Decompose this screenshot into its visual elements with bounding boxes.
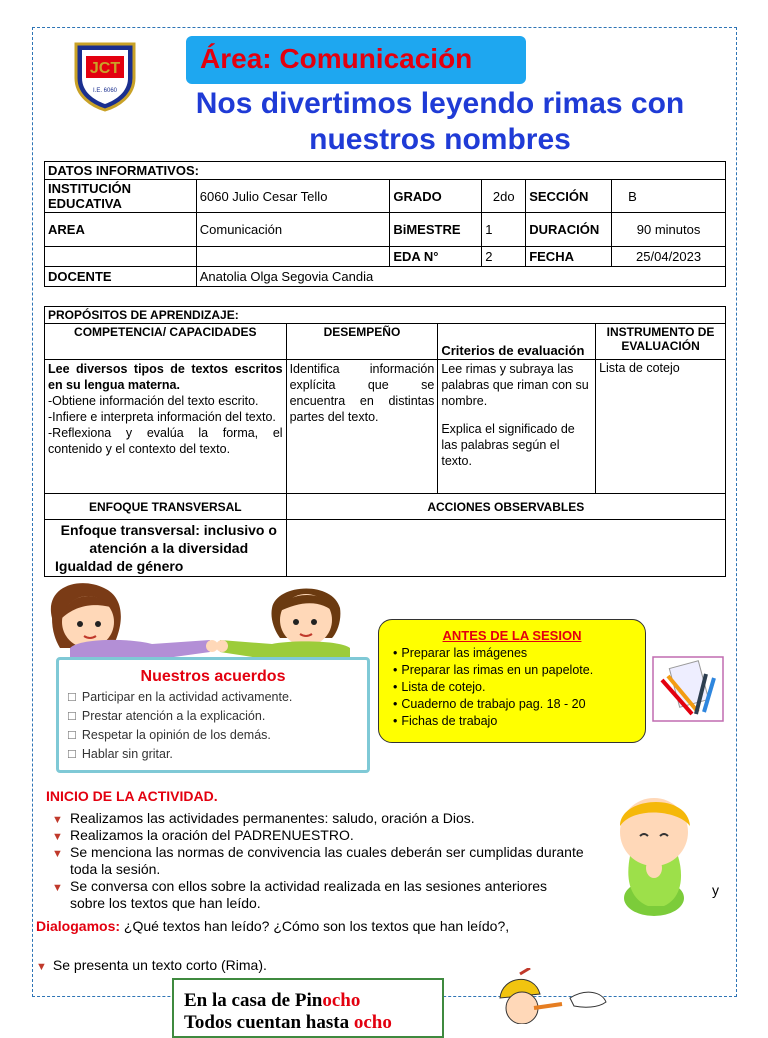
school-logo <box>72 40 138 112</box>
teacher-label: DOCENTE <box>45 267 197 287</box>
purposes-table <box>44 306 726 577</box>
before-session-list <box>389 645 635 730</box>
agreements-list <box>59 688 367 764</box>
arrow-down-icon: ▼ <box>52 814 63 826</box>
transversal-cell <box>45 520 287 577</box>
empty-cell <box>45 247 197 267</box>
agreement-item: ☐ Respetar la opinión de los demás. <box>67 726 367 745</box>
step-item <box>52 844 612 878</box>
col-criteria: Criterios de evaluación <box>438 324 596 360</box>
rhyme-text: En la casa de Pin <box>184 990 323 1011</box>
eda-value: 2 <box>482 247 526 267</box>
rhyme-word: ocho <box>353 1012 392 1033</box>
title-line-1: Nos divertimos leyendo rimas con <box>195 87 685 120</box>
step-item <box>36 957 267 973</box>
rhyme-line <box>184 1012 442 1034</box>
grade-label: GRADO <box>390 180 482 213</box>
date-label: FECHA <box>526 247 612 267</box>
grade-value: 2do <box>482 180 526 213</box>
section-label: SECCIÓN <box>526 180 612 213</box>
competence-item: -Reflexiona y evalúa la forma, el contenido y el contexto del texto. <box>48 426 283 456</box>
info-table <box>44 161 726 287</box>
rhyme-box <box>172 978 444 1038</box>
col-performance: DESEMPEÑO <box>286 324 438 360</box>
performance-cell: Identifica información explícita que se encuentra en distintas partes del texto. <box>286 360 438 494</box>
criteria-cell <box>438 360 596 494</box>
before-session-item: • Preparar las rimas en un papelote. <box>403 662 635 679</box>
criteria-item: Explica el significado de las palabras según el texto. <box>441 422 575 468</box>
bimester-value: 1 <box>482 213 526 247</box>
before-session-item: • Preparar las imágenes <box>403 645 635 662</box>
praying-child-image <box>604 786 700 920</box>
transversal-item: Enfoque transversal: inclusivo o atención a la diversidad <box>60 522 277 556</box>
duration-value: 90 minutos <box>612 213 726 247</box>
step-item <box>52 827 612 844</box>
actions-cell <box>286 520 725 577</box>
school-supplies-image <box>652 656 724 722</box>
rhyme-line <box>184 990 442 1012</box>
pinocchio-image <box>490 968 610 1024</box>
start-steps <box>52 810 612 912</box>
step-text: Se conversa con ellos sobre la actividad realizada en las sesiones anteriores <box>70 878 548 894</box>
bimester-label: BiMESTRE <box>390 213 482 247</box>
dialog-text: ¿Qué textos han leído? ¿Cómo son los textos que han leído?, <box>120 918 510 934</box>
institution-label: INSTITUCIÓN EDUCATIVA <box>45 180 197 213</box>
agreement-item: ☐ Participar en la actividad activamente. <box>67 688 367 707</box>
rhyme-word: ocho <box>322 990 361 1011</box>
actions-label: ACCIONES OBSERVABLES <box>286 494 725 520</box>
criteria-item: Lee rimas y subraya las palabras que riman con su nombre. <box>441 362 589 408</box>
svg-text:JCT: JCT <box>89 60 121 77</box>
children-illustration <box>40 578 374 660</box>
competence-main: Lee diversos tipos de textos escritos en su lengua materna. <box>48 362 283 392</box>
competence-item: -Obtiene información del texto escrito. <box>48 394 259 408</box>
before-session-title: ANTES DE LA SESION <box>442 628 582 643</box>
step-text: Se presenta un texto corto (Rima). <box>52 957 267 973</box>
arrow-down-icon: ▼ <box>52 848 63 860</box>
before-session-item: • Lista de cotejo. <box>403 679 635 696</box>
eda-label: EDA N° <box>390 247 482 267</box>
step-text: Realizamos las actividades permanentes: saludo, oración a Dios. <box>70 810 475 826</box>
purposes-title: PROPÓSITOS DE APRENDIZAJE: <box>45 307 726 324</box>
teacher-value: Anatolia Olga Segovia Candia <box>196 267 725 287</box>
transversal-label: ENFOQUE TRANSVERSAL <box>45 494 287 520</box>
empty-cell <box>196 247 390 267</box>
page-title <box>150 86 730 158</box>
step-text: Realizamos la oración del PADRENUESTRO. <box>70 827 354 843</box>
before-session-box <box>378 619 646 743</box>
transversal-item: Igualdad de género <box>55 558 184 574</box>
agreement-item: ☐ Hablar sin gritar. <box>67 745 367 764</box>
col-instrument: INSTRUMENTO DE EVALUACIÓN <box>596 324 726 360</box>
agreements-box <box>56 657 370 773</box>
before-session-item: • Cuaderno de trabajo pag. 18 - 20 <box>403 696 635 713</box>
rhyme-text: Todos cuentan hasta <box>184 1012 354 1033</box>
step-item <box>52 810 612 827</box>
arrow-down-icon: ▼ <box>52 831 63 843</box>
info-section-label: DATOS INFORMATIVOS: <box>45 162 726 180</box>
col-competence: COMPETENCIA/ CAPACIDADES <box>45 324 287 360</box>
instrument-cell: Lista de cotejo <box>596 360 726 494</box>
before-session-item: • Fichas de trabajo <box>403 713 635 730</box>
agreements-title: Nuestros acuerdos <box>140 668 286 685</box>
arrow-down-icon: ▼ <box>52 882 63 894</box>
date-value: 25/04/2023 <box>612 247 726 267</box>
step-continuation: sobre los textos que han leído. <box>70 895 261 911</box>
dialog-line <box>36 918 509 934</box>
competence-item: -Infiere e interpreta información del texto. <box>48 410 276 424</box>
institution-value: 6060 Julio Cesar Tello <box>196 180 390 213</box>
duration-label: DURACIÓN <box>526 213 612 247</box>
step-tail: y <box>712 882 719 898</box>
arrow-down-icon: ▼ <box>36 961 47 973</box>
dialog-label: Dialogamos: <box>36 918 121 934</box>
area-value: Comunicación <box>196 213 390 247</box>
agreement-item: ☐ Prestar atención a la explicación. <box>67 707 367 726</box>
svg-text:I.E. 6060: I.E. 6060 <box>92 88 118 94</box>
area-label: AREA <box>45 213 197 247</box>
step-item <box>52 878 612 895</box>
area-title: Área: Comunicación <box>186 36 526 84</box>
competence-cell <box>45 360 287 494</box>
title-line-2: nuestros nombres <box>309 123 571 156</box>
start-section-title: INICIO DE LA ACTIVIDAD. <box>46 788 218 804</box>
step-text: Se menciona las normas de convivencia las cuales deberán ser cumplidas durante toda la sesión. <box>70 844 584 877</box>
section-value: B <box>612 180 726 213</box>
